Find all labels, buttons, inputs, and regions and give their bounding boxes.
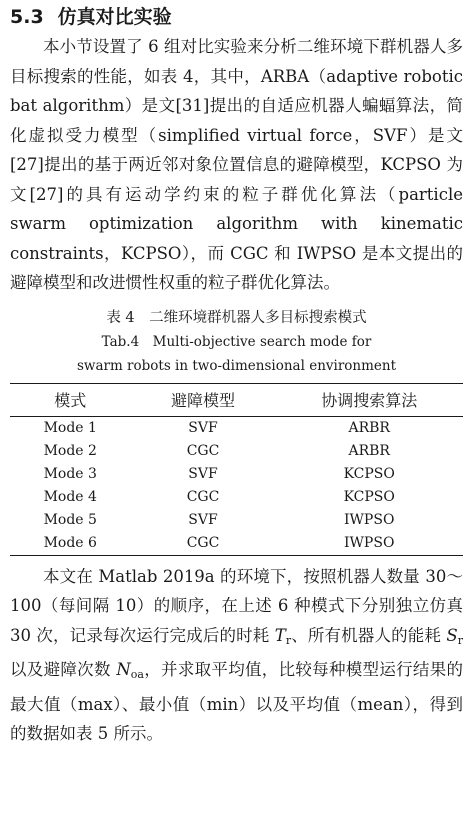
- cell-search-algorithm: KCPSO: [343, 466, 395, 482]
- paragraph-simulation-part1: 本文在 Matlab 2019a 的环境下，按照机器人数量 30～100（每间隔 10）的顺序，在上述 6 种模式下分别独立仿真 30 次，记录每次运行完成后的时耗: [10, 566, 463, 645]
- cell-mode: Mode 1: [43, 420, 97, 436]
- section-number: 5.3: [10, 6, 44, 28]
- cell-search-algorithm: ARBR: [348, 420, 390, 436]
- cell-mode: Mode 6: [10, 532, 131, 556]
- table-row: [10, 509, 463, 532]
- cell-mode: Mode 5: [43, 512, 97, 528]
- table-caption-en-line2: swarm robots in two-dimensional environment: [76, 357, 397, 374]
- cell-obstacle-model: SVF: [188, 466, 218, 482]
- cell-mode: Mode 2: [43, 443, 97, 459]
- cell-obstacle-model: SVF: [188, 420, 218, 436]
- var-time-cost-subscript: r: [285, 633, 292, 647]
- table-caption: [10, 306, 463, 378]
- paragraph-simulation-part2: 、所有机器人的能耗: [291, 625, 447, 645]
- cell-search-algorithm: ARBR: [348, 443, 390, 459]
- table-header-row: [10, 383, 463, 416]
- table-row: [10, 486, 463, 509]
- table-caption-en-line1: Tab.4 Multi-objective search mode for: [101, 333, 372, 350]
- table-row: [10, 440, 463, 463]
- var-energy-cost: S: [446, 625, 458, 645]
- section-title: 仿真对比实验: [57, 6, 172, 28]
- cell-obstacle-model: CGC: [186, 489, 220, 505]
- paragraph-intro: 本小节设置了 6 组对比实验来分析二维环境下群机器人多目标搜索的性能，如表 4，其中，ARBA（adaptive robotic bat algorithm）是文[31]提出的自适应机器人蝙蝠算法，简化虚拟受力模型（simplified virtual force，SVF）是文[27]提出的基于两近邻对象位置信息的避障模型，KCPSO 为文[27]的具有运动学约束的粒子群优化算法（particle swarm optimization algorithm with kinematic constraints，KCPSO），而 CGC 和 IWPSO 是本文提出的避障模型和改进惯性权重的粒子群优化算法。: [10, 37, 463, 292]
- table-row: [10, 416, 463, 440]
- header-search-algorithm: 协调搜索算法: [275, 383, 463, 416]
- paragraph-simulation: [10, 562, 463, 749]
- var-time-cost: T: [274, 625, 286, 645]
- cell-obstacle-model: SVF: [188, 512, 218, 528]
- paragraph-simulation-part4: ，并求取平均值，比较每种模型运行结果的最大值（max）、最小值（min）以及平均值（mean），得到的数据如表 5 所示。: [10, 660, 464, 743]
- var-energy-cost-subscript: r: [457, 633, 463, 647]
- cell-search-algorithm: IWPSO: [275, 532, 463, 556]
- cell-obstacle-model: CGC: [131, 532, 276, 556]
- search-mode-table: [10, 383, 463, 556]
- cell-search-algorithm: IWPSO: [344, 512, 395, 528]
- cell-mode: Mode 3: [43, 466, 97, 482]
- cell-obstacle-model: CGC: [186, 443, 220, 459]
- header-mode: 模式: [10, 383, 131, 416]
- paragraph-simulation-part3: 以及避障次数: [10, 660, 117, 679]
- table-row: [10, 463, 463, 486]
- table-row: [10, 532, 463, 556]
- cell-mode: Mode 4: [43, 489, 97, 505]
- cell-search-algorithm: KCPSO: [343, 489, 395, 505]
- section-heading: [10, 4, 463, 30]
- table-caption-cn: 表 4 二维环境群机器人多目标搜索模式: [106, 309, 367, 326]
- var-obstacle-count-subscript: oa: [130, 668, 144, 681]
- header-obstacle-model: 避障模型: [131, 383, 276, 416]
- var-obstacle-count: N: [116, 660, 131, 679]
